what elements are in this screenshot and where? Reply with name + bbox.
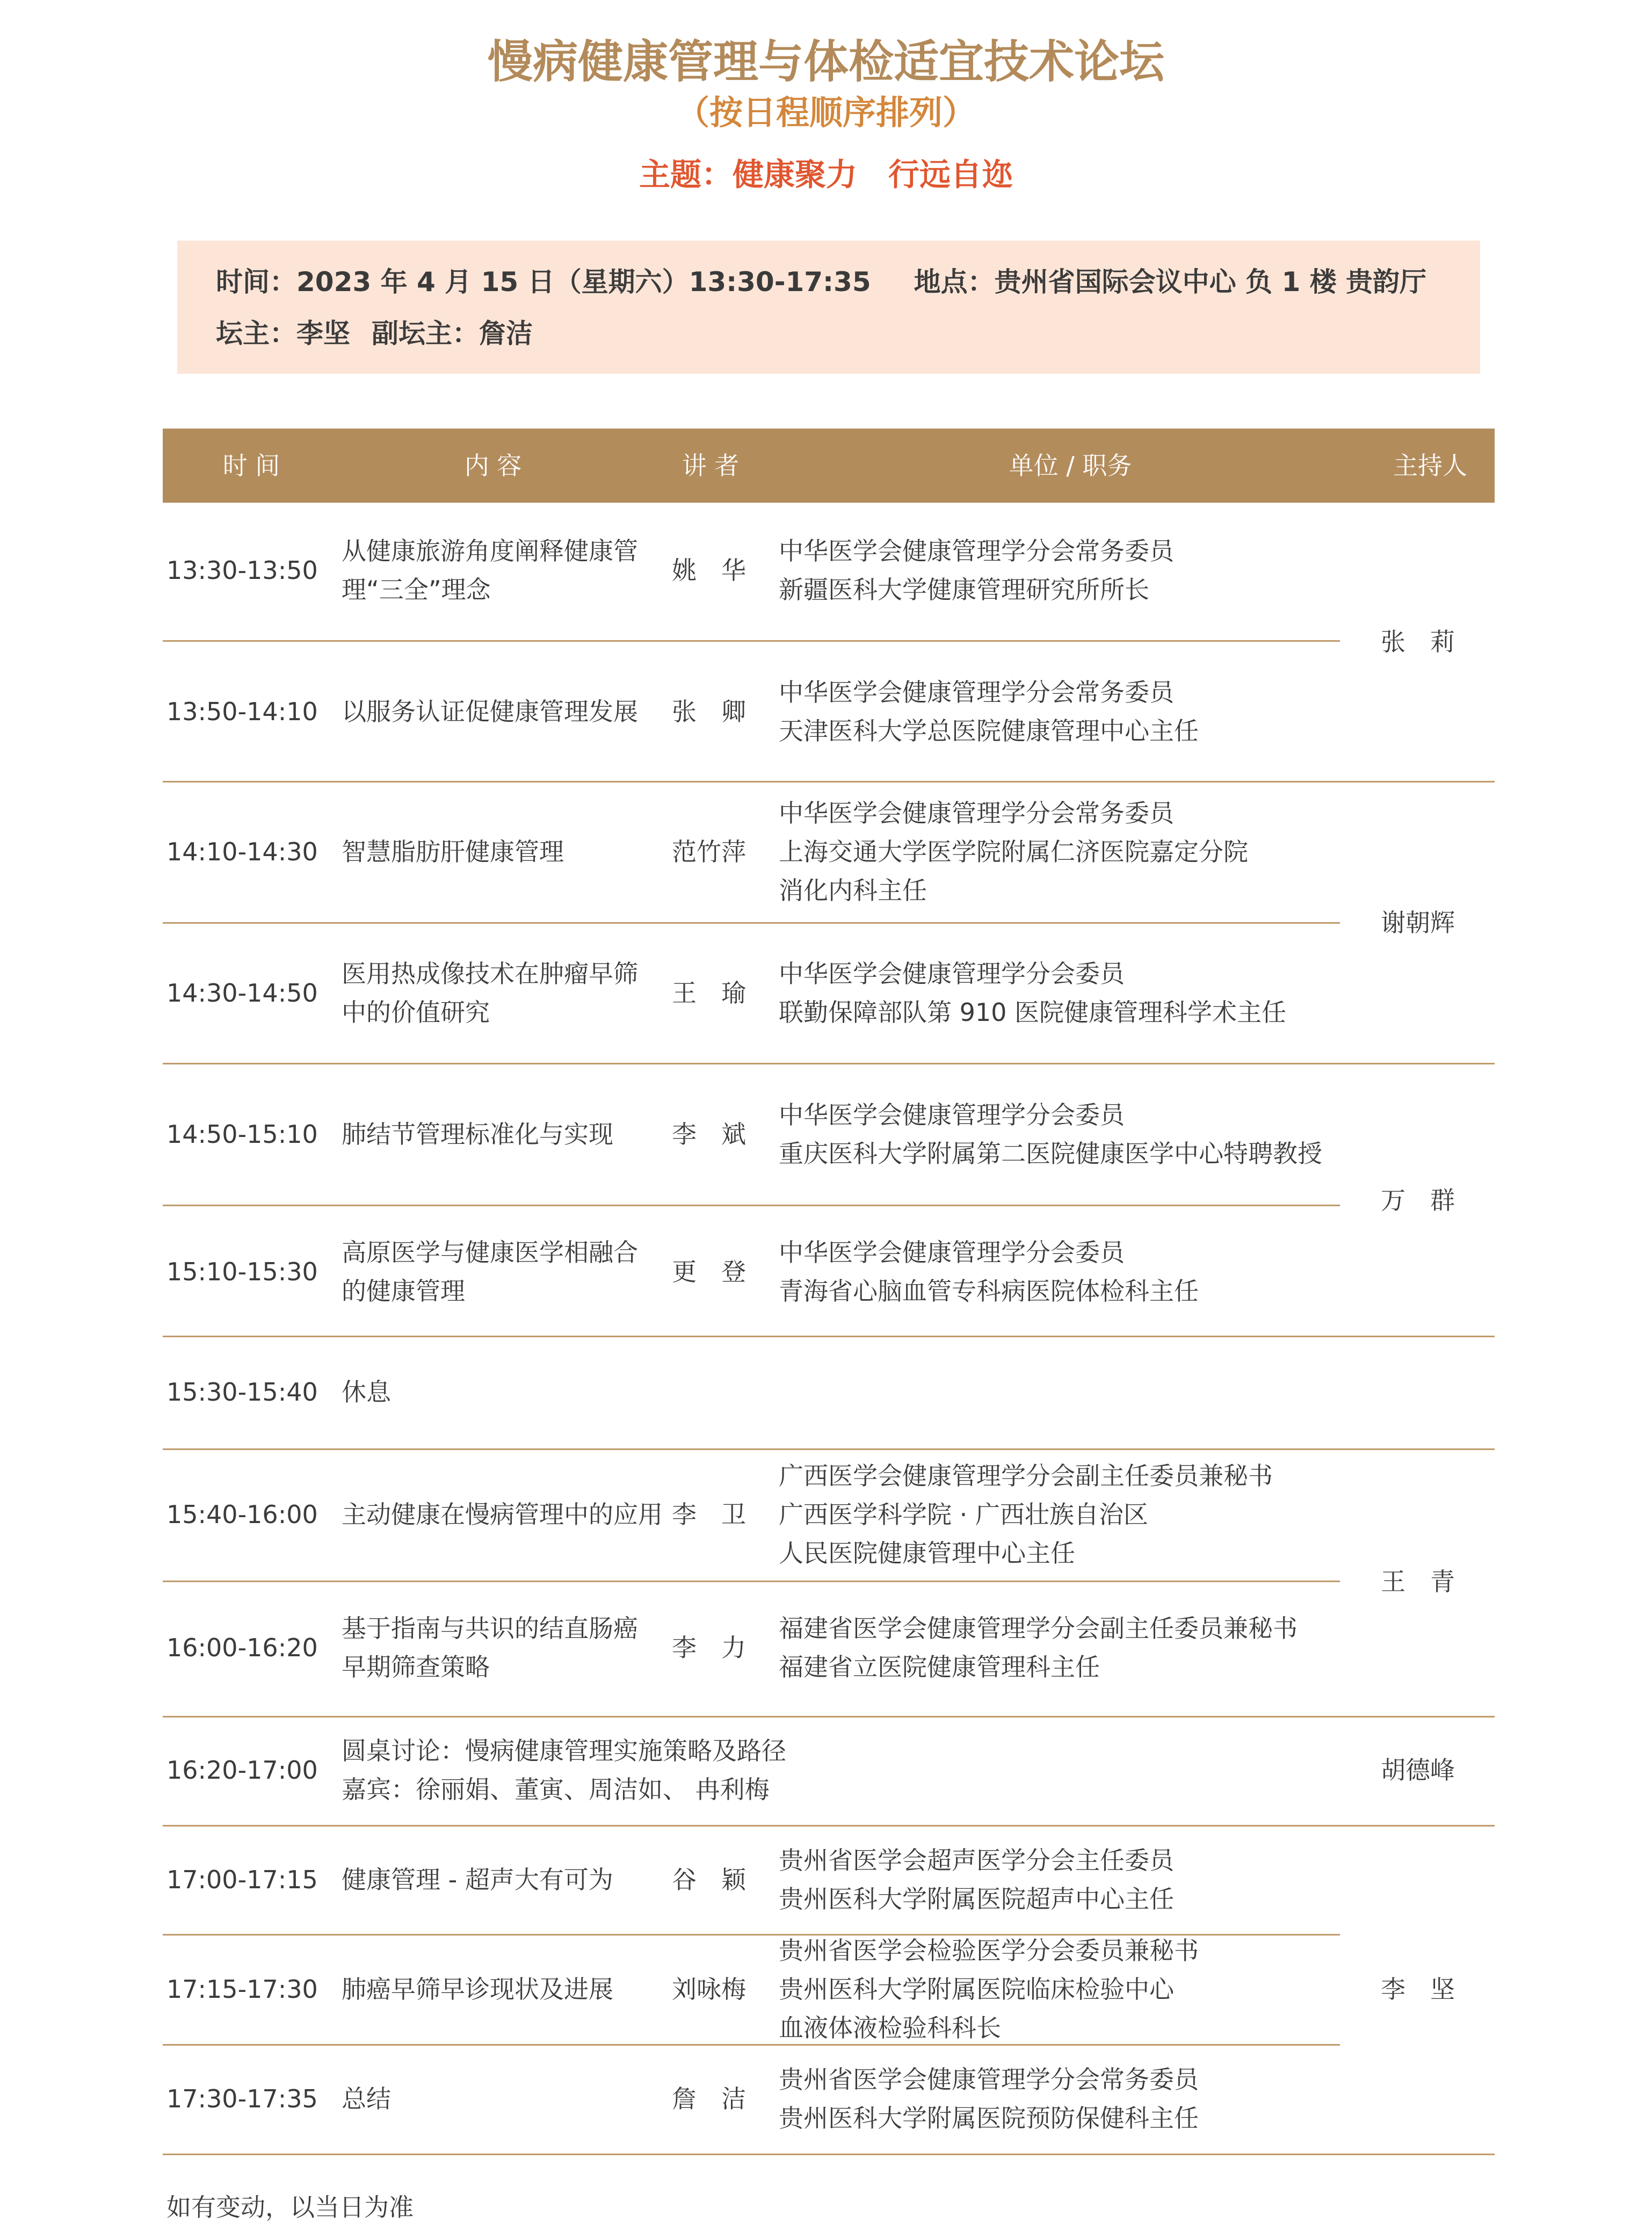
row-content: 以服务认证促健康管理发展 — [342, 697, 638, 726]
row-divider — [163, 2044, 1340, 2046]
row-host: 胡德峰 — [1381, 1756, 1455, 1785]
row-speaker: 姚 华 — [672, 556, 746, 585]
row-content: 总结 — [342, 2084, 391, 2113]
header-speaker: 讲 者 — [682, 451, 740, 480]
row-time: 17:15-17:30 — [166, 1975, 318, 2004]
row-unit: 贵州医科大学附属医院临床检验中心 — [779, 1975, 1174, 2004]
row-divider — [163, 1581, 1340, 1582]
row-time: 17:00-17:15 — [166, 1865, 318, 1894]
row-content: 的健康管理 — [342, 1277, 465, 1306]
row-unit: 青海省心脑血管专科病医院体检科主任 — [779, 1277, 1199, 1306]
row-host: 谢朝辉 — [1381, 908, 1455, 937]
row-divider — [163, 1934, 1340, 1936]
row-unit: 福建省医学会健康管理学分会副主任委员兼秘书 — [779, 1614, 1298, 1643]
row-unit: 天津医科大学总医院健康管理中心主任 — [779, 716, 1199, 745]
info-vice-chair: 副坛主：詹洁 — [372, 318, 533, 349]
row-unit: 血液体液检验科科长 — [779, 2013, 1001, 2042]
row-speaker: 李 斌 — [672, 1120, 746, 1149]
row-content: 中的价值研究 — [342, 998, 490, 1027]
row-unit: 贵州省医学会健康管理学分会常务委员 — [779, 2065, 1199, 2094]
row-divider — [163, 1063, 1495, 1064]
table-header — [163, 429, 1495, 503]
row-unit: 中华医学会健康管理学分会常务委员 — [779, 678, 1174, 707]
row-content: 基于指南与共识的结直肠癌 — [342, 1614, 638, 1643]
row-speaker: 李 力 — [672, 1633, 746, 1662]
row-host: 李 坚 — [1381, 1975, 1455, 2004]
info-line-chairs — [216, 315, 533, 352]
row-divider — [163, 640, 1340, 642]
row-divider — [163, 922, 1340, 924]
row-unit: 重庆医科大学附属第二医院健康医学中心特聘教授 — [779, 1139, 1322, 1168]
row-unit: 贵州医科大学附属医院超声中心主任 — [779, 1885, 1174, 1914]
row-unit: 中华医学会健康管理学分会常务委员 — [779, 799, 1174, 828]
row-time: 17:30-17:35 — [166, 2084, 318, 2113]
row-time: 14:10-14:30 — [166, 837, 318, 866]
row-divider — [163, 1448, 1495, 1450]
row-unit: 上海交通大学医学院附属仁济医院嘉定分院 — [779, 837, 1248, 866]
info-chair: 坛主：李坚 — [216, 318, 350, 349]
row-content: 嘉宾：徐丽娟、董寅、周洁如、 冉利梅 — [342, 1775, 770, 1804]
row-content: 高原医学与健康医学相融合 — [342, 1238, 638, 1267]
row-content: 理“三全”理念 — [342, 575, 491, 604]
row-unit: 广西医学会健康管理学分会副主任委员兼秘书 — [779, 1461, 1273, 1490]
row-divider — [163, 781, 1495, 782]
page-subtitle: （按日程顺序排列） — [676, 93, 976, 132]
row-divider — [163, 1716, 1495, 1717]
row-unit: 中华医学会健康管理学分会常务委员 — [779, 537, 1174, 566]
row-host: 万 群 — [1381, 1186, 1455, 1215]
row-time: 16:00-16:20 — [166, 1633, 318, 1662]
row-unit: 中华医学会健康管理学分会委员 — [779, 959, 1125, 988]
row-speaker: 张 卿 — [672, 697, 746, 726]
row-content: 主动健康在慢病管理中的应用 — [342, 1500, 663, 1529]
row-divider — [163, 1825, 1495, 1827]
header-content: 内 容 — [464, 451, 522, 480]
change-note: 如有变动，以当日为准 — [166, 2193, 414, 2222]
row-content: 从健康旅游角度阐释健康管 — [342, 537, 638, 566]
row-time: 14:30-14:50 — [166, 979, 318, 1008]
row-unit: 贵州省医学会超声医学分会主任委员 — [779, 1846, 1174, 1875]
row-speaker: 王 瑜 — [672, 979, 746, 1008]
info-time: 时间：2023 年 4 月 15 日（星期六）13:30-17:35 — [216, 266, 871, 298]
row-time: 15:40-16:00 — [166, 1500, 318, 1529]
row-unit: 消化内科主任 — [779, 876, 927, 905]
row-divider — [163, 2154, 1495, 2155]
row-time: 13:50-14:10 — [166, 697, 318, 726]
header-host: 主持人 — [1393, 451, 1467, 480]
row-content: 医用热成像技术在肿瘤早筛 — [342, 959, 638, 988]
row-unit: 贵州省医学会检验医学分会委员兼秘书 — [779, 1936, 1199, 1965]
row-unit: 广西医学科学院 · 广西壮族自治区 — [779, 1500, 1148, 1529]
info-box — [177, 241, 1480, 374]
row-speaker: 李 卫 — [672, 1500, 746, 1529]
row-divider — [163, 1205, 1340, 1206]
row-divider — [163, 1336, 1495, 1337]
row-unit: 新疆医科大学健康管理研究所所长 — [779, 575, 1149, 604]
page-title: 慢病健康管理与体检适宜技术论坛 — [487, 35, 1164, 88]
row-content: 圆桌讨论：慢病健康管理实施策略及路径 — [342, 1736, 786, 1765]
row-speaker: 詹 洁 — [672, 2084, 746, 2113]
row-time: 13:30-13:50 — [166, 556, 318, 585]
row-content: 智慧脂肪肝健康管理 — [342, 837, 564, 866]
info-place: 地点：贵州省国际会议中心 负 1 楼 贵韵厅 — [914, 266, 1427, 298]
header-unit: 单位 / 职务 — [1009, 451, 1132, 480]
forum-theme: 主题：健康聚力 行远自迩 — [639, 156, 1013, 193]
row-speaker: 谷 颖 — [672, 1865, 746, 1894]
row-unit: 中华医学会健康管理学分会委员 — [779, 1238, 1125, 1267]
row-speaker: 更 登 — [672, 1257, 746, 1286]
row-unit: 人民医院健康管理中心主任 — [779, 1539, 1075, 1568]
row-content: 早期筛查策略 — [342, 1653, 490, 1682]
row-unit: 贵州医科大学附属医院预防保健科主任 — [779, 2104, 1199, 2133]
row-content: 休息 — [342, 1378, 391, 1407]
row-unit: 联勤保障部队第 910 医院健康管理科学术主任 — [779, 998, 1287, 1027]
header-time: 时 间 — [222, 451, 280, 480]
row-speaker: 范竹萍 — [672, 837, 746, 866]
info-line-time-place — [216, 263, 1426, 301]
row-content: 健康管理 - 超声大有可为 — [342, 1865, 613, 1894]
row-content: 肺结节管理标准化与实现 — [342, 1120, 613, 1149]
row-speaker: 刘咏梅 — [672, 1975, 746, 2004]
row-host: 王 青 — [1381, 1567, 1455, 1596]
row-content: 肺癌早筛早诊现状及进展 — [342, 1975, 613, 2004]
row-unit: 福建省立医院健康管理科主任 — [779, 1653, 1100, 1682]
row-time: 14:50-15:10 — [166, 1120, 318, 1149]
row-time: 16:20-17:00 — [166, 1756, 318, 1785]
row-host: 张 莉 — [1381, 627, 1455, 656]
row-time: 15:30-15:40 — [166, 1378, 318, 1407]
row-time: 15:10-15:30 — [166, 1257, 318, 1286]
row-unit: 中华医学会健康管理学分会委员 — [779, 1100, 1125, 1129]
